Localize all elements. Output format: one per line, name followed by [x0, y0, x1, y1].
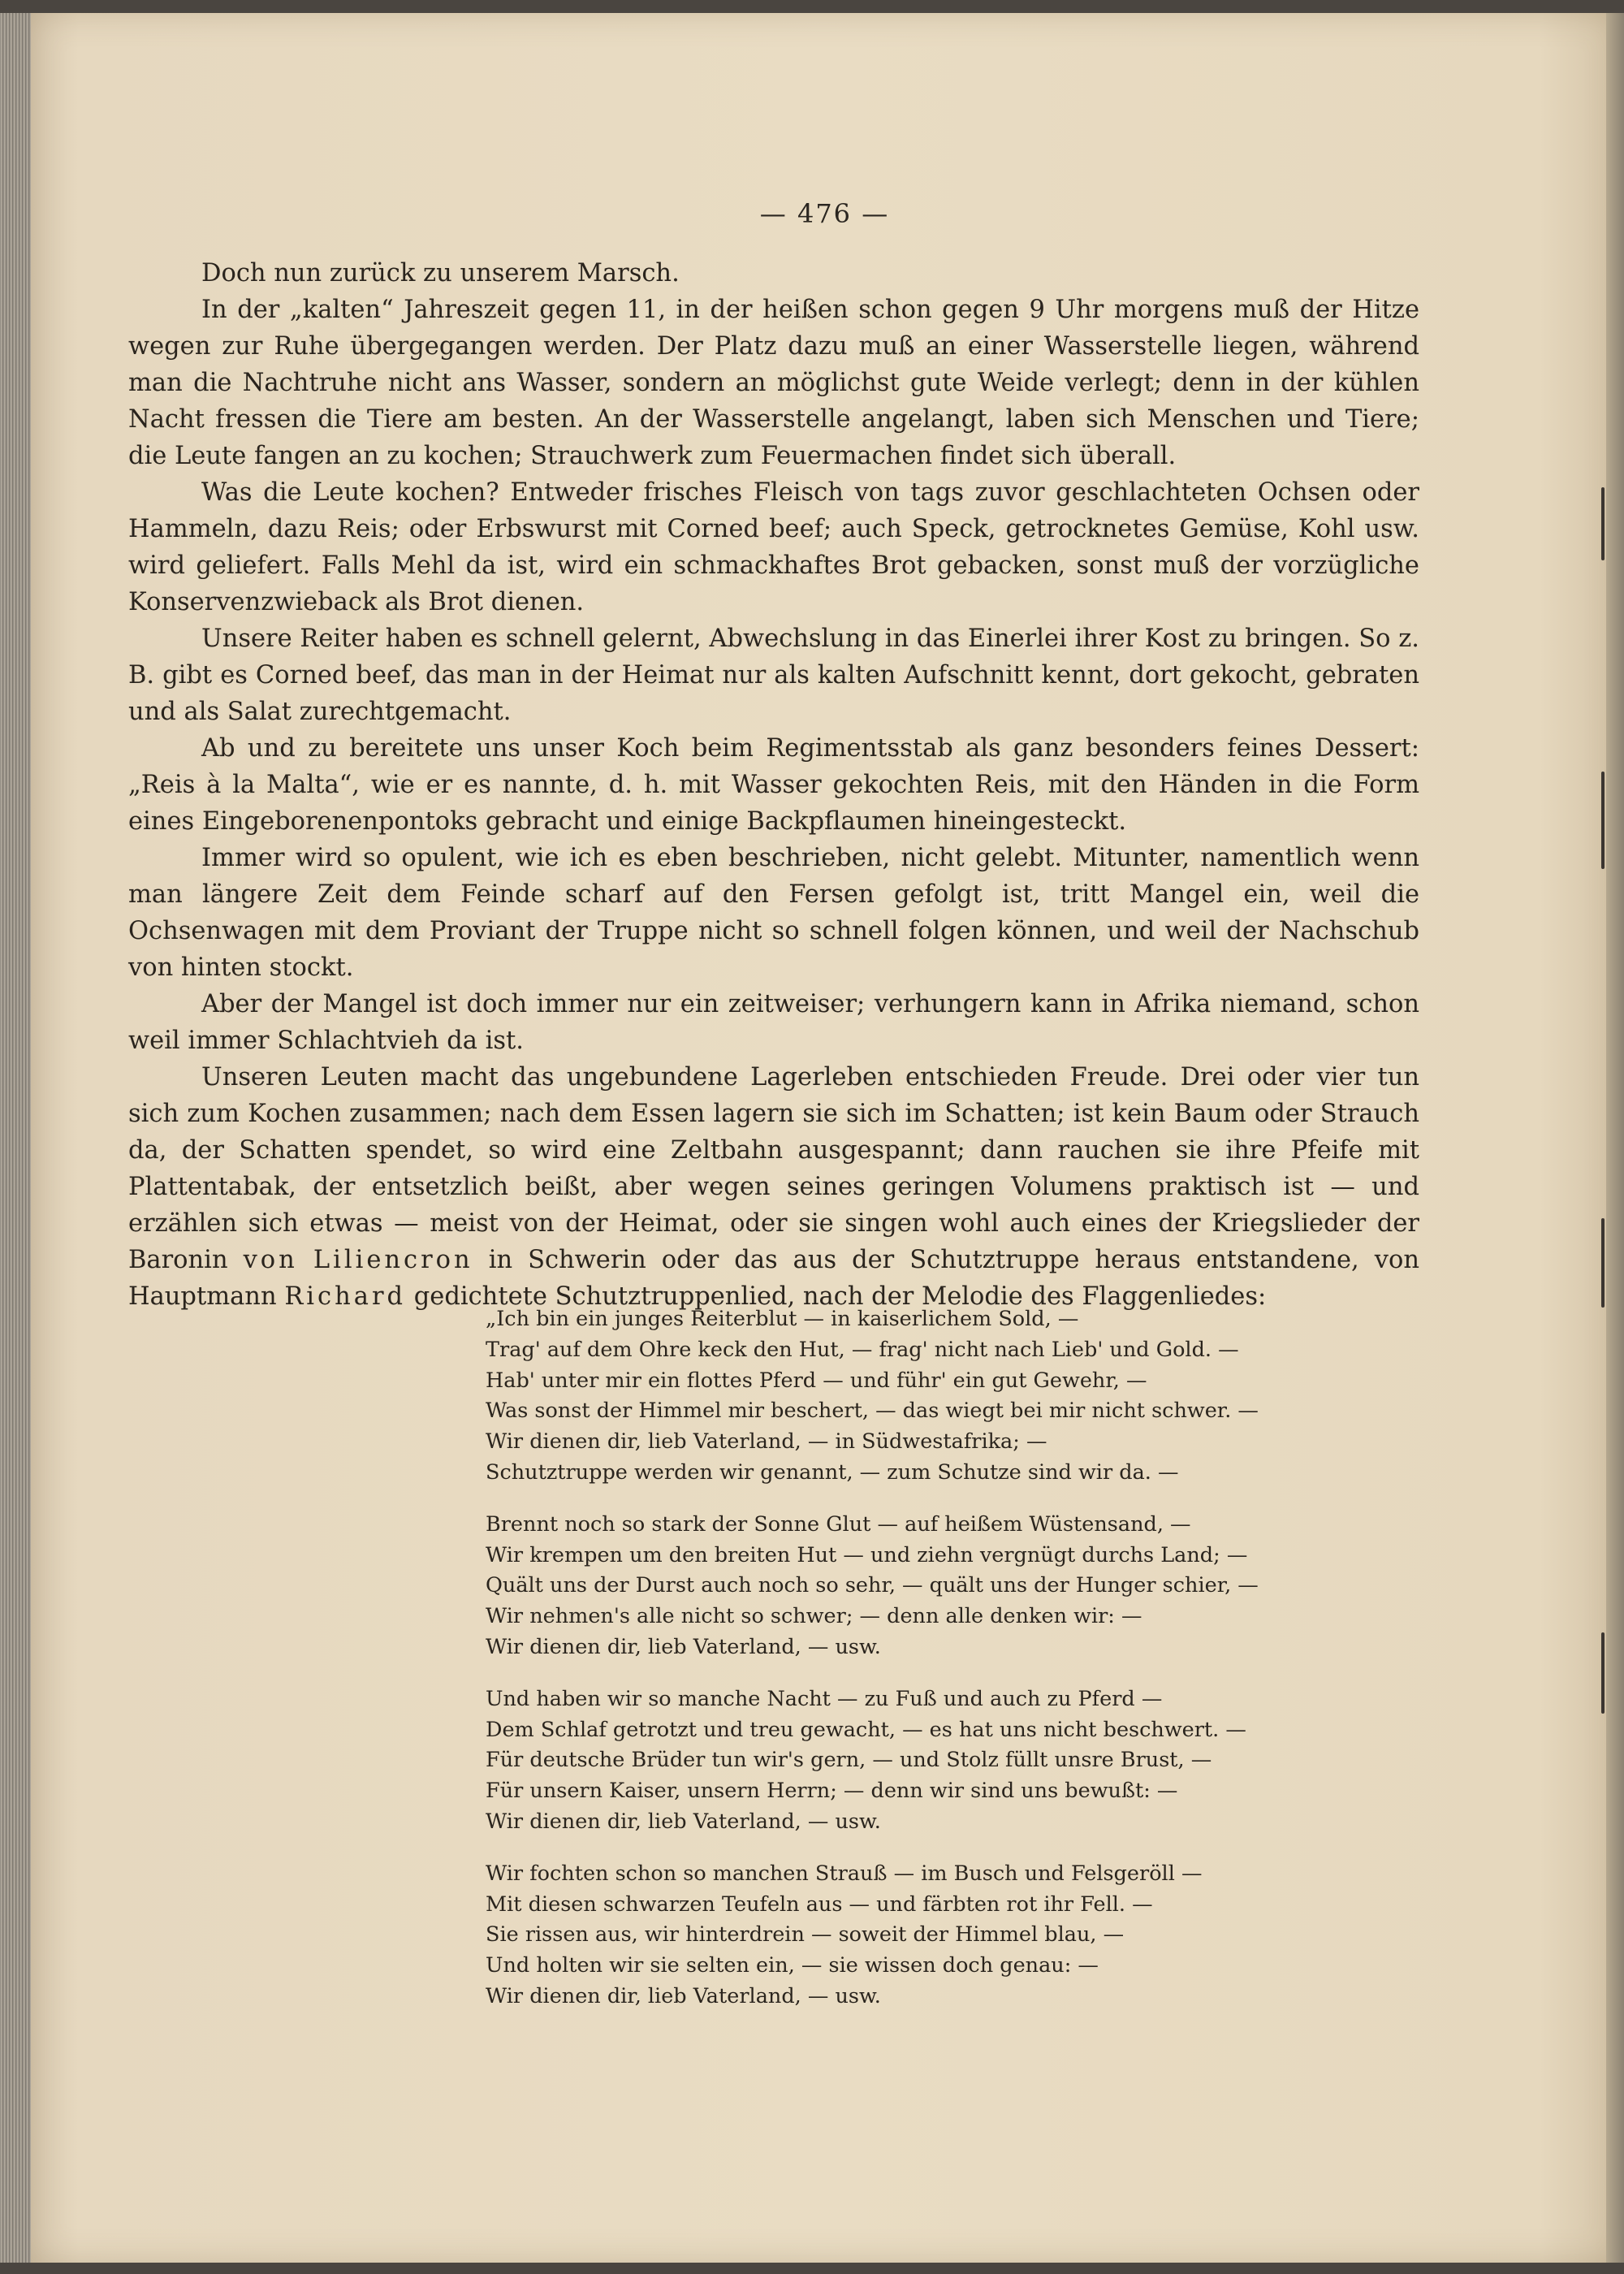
verse-line: Wir fochten schon so manchen Strauß — im Busch und Felsgeröll —	[486, 1861, 1203, 1886]
paragraph-1: Doch nun zurück zu unserem Marsch.	[201, 259, 680, 287]
verse-line: Mit diesen schwarzen Teufeln aus — und färbten rot ihr Fell. —	[486, 1891, 1153, 1917]
song-lyrics	[486, 1304, 1338, 2034]
paragraph-2: In der „kalten“ Jahreszeit gegen 11, in der heißen schon gegen 9 Uhr morgens muß der Hitze wegen zur Ruhe übergegangen werden. Der Platz dazu muß an einer Wasserstelle liegen, während man die Nachtruhe nicht ans Wasser, sondern an möglichst gute Weide verlegt; denn in der kühlen Nacht fressen die Tiere am besten. An der Wasserstelle angelangt, laben sich Menschen und Tiere; die Leute fangen an zu kochen; Strauchwerk zum Feuermachen findet sich überall.	[128, 296, 1419, 470]
verse-line: Wir dienen dir, lieb Vaterland, — usw.	[486, 1634, 881, 1659]
verse-line: Für unsern Kaiser, unsern Herrn; — denn wir sind uns bewußt: —	[486, 1779, 1178, 1804]
verse-line: Quält uns der Durst auch noch so sehr, — quält uns der Hunger schier, —	[486, 1573, 1259, 1598]
paragraph-4: Unsere Reiter haben es schnell gelernt, Abwechslung in das Einerlei ihrer Kost zu bringen. So z. B. gibt es Corned beef, das man in der Heimat nur als kalten Aufschnitt kennt, dort gekocht, gebraten und als Salat zurechtgemacht.	[128, 625, 1419, 726]
page-right-edge	[1606, 13, 1624, 2263]
stanza-3	[486, 1684, 1338, 1838]
verse-line: Für deutsche Brüder tun wir's gern, — und Stolz füllt unsre Brust, —	[486, 1748, 1212, 1773]
verse-line: Wir dienen dir, lieb Vaterland, — usw.	[486, 1983, 881, 2008]
paragraph-5: Ab und zu bereitete uns unser Koch beim Regimentsstab als ganz besonders feines Dessert: „Reis à la Malta“, wie er es nannte, d. h. mit Wasser gekochten Reis, mit den Händen in die Form eines Eingeborenenpontoks gebracht und einige Backpflaumen hineingesteckt.	[128, 734, 1419, 836]
edge-tab-mark	[1601, 1632, 1605, 1714]
paragraph-8	[128, 1059, 1419, 1315]
verse-line: Was sonst der Himmel mir beschert, — das wiegt bei mir nicht schwer. —	[486, 1399, 1259, 1424]
edge-tab-mark	[1601, 772, 1605, 869]
edge-tab-mark	[1601, 487, 1605, 560]
verse-line: Wir dienen dir, lieb Vaterland, — in Südwestafrika; —	[486, 1429, 1047, 1455]
verse-line: Und haben wir so manche Nacht — zu Fuß und auch zu Pferd —	[486, 1686, 1163, 1711]
stanza-1	[486, 1304, 1338, 1489]
verse-line: „Ich bin ein junges Reiterblut — in kaiserlichem Sold, —	[486, 1307, 1079, 1331]
verse-line: Wir krempen um den breiten Hut — und ziehn vergnügt durchs Land; —	[486, 1542, 1248, 1567]
stanza-4	[486, 1859, 1338, 2012]
verse-line: Hab' unter mir ein flottes Pferd — und führ' ein gut Gewehr, —	[486, 1368, 1147, 1393]
paragraph-6: Immer wird so opulent, wie ich es eben beschrieben, nicht gelebt. Mitunter, namentlich wenn man längere Zeit dem Feinde scharf auf den Fersen gefolgt ist, tritt Mangel ein, weil die Ochsenwagen mit dem Proviant der Truppe nicht so schnell folgen können, und weil der Nachschub von hinten stockt.	[128, 844, 1419, 982]
page-stack-edge	[0, 13, 32, 2263]
spaced-name-von: von	[243, 1246, 298, 1274]
verse-line: Trag' auf dem Ohre keck den Hut, — frag' nicht nach Lieb' und Gold. —	[486, 1337, 1239, 1362]
paragraph-3: Was die Leute kochen? Entweder frisches Fleisch von tags zuvor geschlachteten Ochsen oder Hammeln, dazu Reis; oder Erbswurst mit Corned beef; auch Speck, getrocknetes Gemüse, Kohl usw. wird geliefert. Falls Mehl da ist, wird ein schmackhaftes Brot gebacken, sonst muß der vorzügliche Konservenzwieback als Brot dienen.	[128, 478, 1419, 616]
stanza-2	[486, 1510, 1338, 1663]
verse-line: Wir nehmen's alle nicht so schwer; — denn alle denken wir: —	[486, 1604, 1142, 1629]
verse-line: Wir dienen dir, lieb Vaterland, — usw.	[486, 1809, 881, 1834]
edge-tab-mark	[1601, 1218, 1605, 1308]
spaced-name-liliencron: Liliencron	[313, 1246, 473, 1274]
verse-line: Schutztruppe werden wir genannt, — zum Schutze sind wir da. —	[486, 1459, 1179, 1485]
verse-line: Brennt noch so stark der Sonne Glut — auf heißem Wüstensand, —	[486, 1511, 1191, 1537]
verse-line: Dem Schlaf getrotzt und treu gewacht, — es hat uns nicht beschwert. —	[486, 1717, 1246, 1742]
body-text	[128, 255, 1419, 1315]
paragraph-8-part-c: gedichtete Schutztruppenlied, nach der Melodie des Flaggenliedes:	[413, 1282, 1267, 1311]
paragraph-8-part-b: in Schwerin oder das aus der Schutztruppe heraus entstandene, von Hauptmann	[128, 1246, 1419, 1311]
spaced-name-richard: Richard	[284, 1282, 407, 1311]
paragraph-8-part-a: Unseren Leuten macht das ungebundene Lagerleben entschieden Freude. Drei oder vier tun sich zum Kochen zusammen; nach dem Essen lagern sie sich im Schatten; ist kein Baum oder Strauch da, der Schatten spendet, so wird eine Zeltbahn ausgespannt; dann rauchen sie ihre Pfeife mit Plattentabak, der entsetzlich beißt, aber wegen seines geringen Volumens praktisch ist — und erzählen sich etwas — meist von der Heimat, oder sie singen wohl auch eines der Kriegslieder der Baronin	[128, 1063, 1419, 1274]
verse-line: Und holten wir sie selten ein, — sie wissen doch genau: —	[486, 1953, 1099, 1978]
verse-line: Sie rissen aus, wir hinterdrein — soweit der Himmel blau, —	[486, 1922, 1125, 1948]
page-number: — 476 —	[759, 198, 890, 229]
paragraph-7: Aber der Mangel ist doch immer nur ein zeitweiser; verhungern kann in Afrika niemand, schon weil immer Schlachtvieh da ist.	[128, 990, 1419, 1055]
book-page	[31, 13, 1618, 2263]
